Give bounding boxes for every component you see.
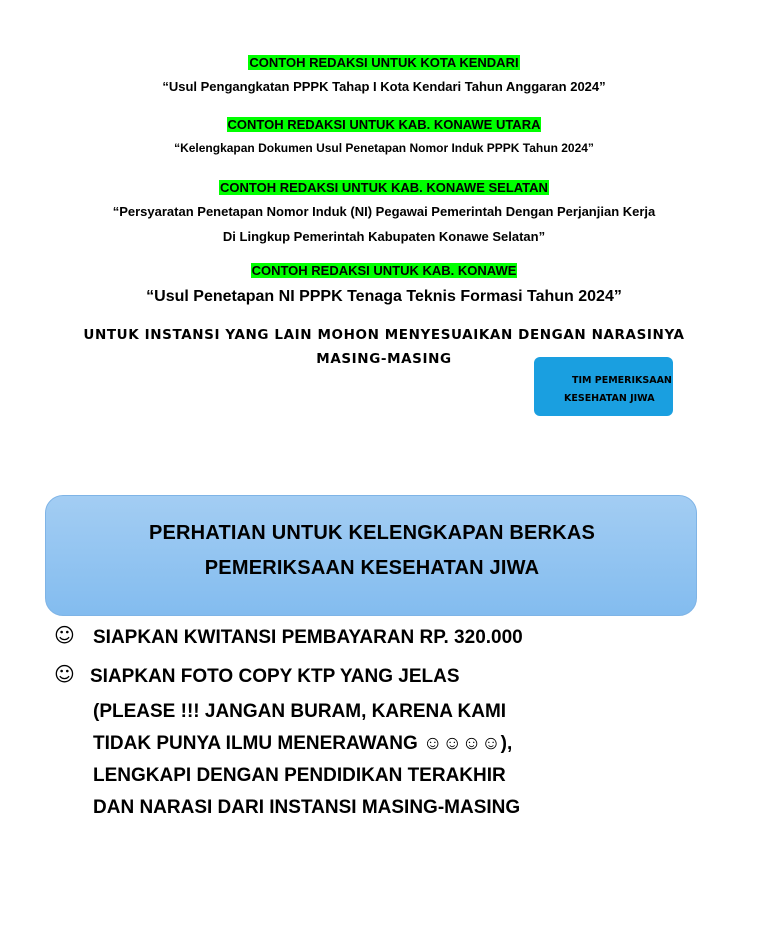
heading-konawe-text: CONTOH REDAKSI UNTUK KAB. KONAWE xyxy=(251,263,517,278)
heading-konawe-utara xyxy=(0,116,768,134)
attention-title-line1: PERHATIAN UNTUK KELENGKAPAN BERKAS xyxy=(148,522,596,544)
notice-line1: UNTUK INSTANSI YANG LAIN MOHON MENYESUAIKAN DENGAN NARASINYA xyxy=(83,327,685,343)
tim-pemeriksaan-badge xyxy=(534,357,673,416)
redaksi-konawe: “Usul Penetapan NI PPPK Tenaga Teknis Formasi Tahun 2024” xyxy=(146,288,622,305)
heading-konawe-selatan-text: CONTOH REDAKSI UNTUK KAB. KONAWE SELATAN xyxy=(220,180,548,195)
heading-kota-kendari xyxy=(0,54,768,72)
checklist-item-ktp-detail-1: (PLEASE !!! JANGAN BURAM, KARENA KAMI xyxy=(93,701,507,722)
heading-konawe-selatan xyxy=(0,179,768,197)
checklist-item-ktp-detail-3: LENGKAPI DENGAN PENDIDIKAN TERAKHIR xyxy=(93,765,506,786)
redaksi-konawe-utara: “Kelengkapan Dokumen Usul Penetapan Nomor Induk PPPK Tahun 2024” xyxy=(174,141,594,155)
tim-badge-line1: TIM PEMERIKSAAN xyxy=(572,375,672,386)
heading-kota-kendari-text: CONTOH REDAKSI UNTUK KOTA KENDARI xyxy=(249,55,519,70)
attention-title-line2: PEMERIKSAAN KESEHATAN JIWA xyxy=(204,557,540,579)
notice-line2: MASING-MASING xyxy=(316,351,452,367)
heading-konawe xyxy=(0,262,768,280)
attention-banner xyxy=(45,495,697,616)
checklist-item-ktp: SIAPKAN FOTO COPY KTP YANG JELAS xyxy=(90,666,460,687)
heading-konawe-utara-text: CONTOH REDAKSI UNTUK KAB. KONAWE UTARA xyxy=(227,117,541,132)
checklist-item-ktp-detail-2: TIDAK PUNYA ILMU MENERAWANG ☺☺☺☺), xyxy=(93,733,513,754)
checklist-item-kwitansi: SIAPKAN KWITANSI PEMBAYARAN RP. 320.000 xyxy=(93,627,523,648)
smiley-icon: ☺ xyxy=(54,662,75,686)
checklist-item-ktp-detail-4: DAN NARASI DARI INSTANSI MASING-MASING xyxy=(93,797,521,818)
tim-badge-line2: KESEHATAN JIWA xyxy=(564,393,655,404)
redaksi-kota-kendari: “Usul Pengangkatan PPPK Tahap I Kota Kendari Tahun Anggaran 2024” xyxy=(162,79,606,94)
redaksi-konawe-selatan-line1: “Persyaratan Penetapan Nomor Induk (NI) Pegawai Pemerintah Dengan Perjanjian Kerja xyxy=(112,204,656,219)
smiley-icon: ☺ xyxy=(54,623,75,647)
redaksi-konawe-selatan-line2: Di Lingkup Pemerintah Kabupaten Konawe Selatan” xyxy=(222,229,546,244)
